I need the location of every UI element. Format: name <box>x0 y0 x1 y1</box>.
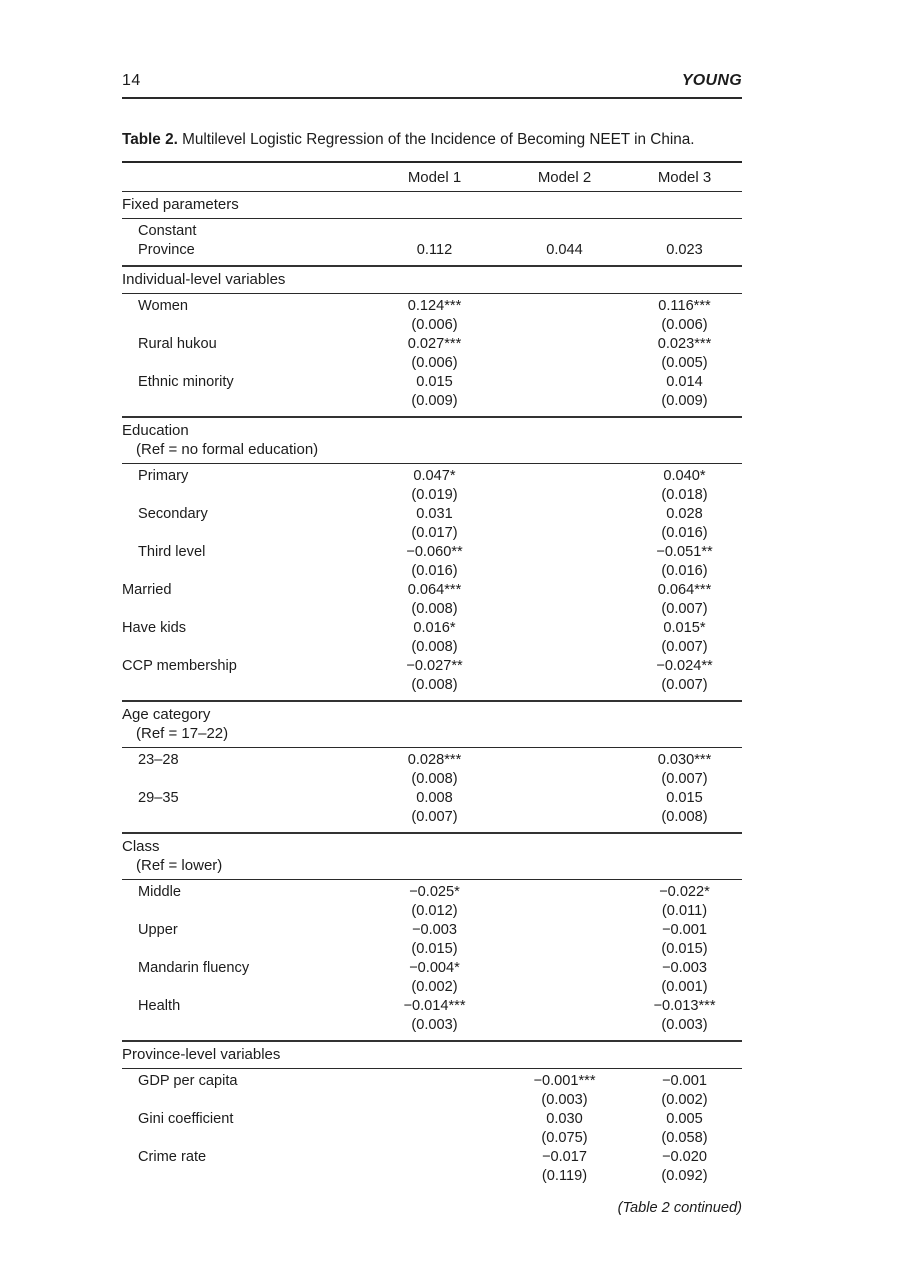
coefficient-cell <box>502 373 627 392</box>
table-row <box>122 297 742 316</box>
coefficient-cell <box>502 789 627 808</box>
coefficient-cell: −0.003 <box>411 922 458 938</box>
section-header <box>122 418 742 464</box>
standard-error-cell: (0.001) <box>661 979 708 995</box>
table-row <box>122 997 742 1016</box>
section-title: Individual-level variables <box>122 271 286 288</box>
standard-error-cell <box>502 354 627 373</box>
table-continued-note: (Table 2 continued) <box>617 1200 742 1216</box>
section-rows <box>122 219 742 265</box>
table-row <box>122 751 742 770</box>
standard-error-cell <box>502 1016 627 1035</box>
section-header <box>122 834 742 880</box>
table-row <box>122 1072 742 1091</box>
coefficient-cell: −0.001 <box>661 1073 708 1089</box>
coefficient-cell <box>502 335 627 354</box>
row-label-empty <box>122 1167 367 1186</box>
coefficient-cell: 0.044 <box>546 242 583 258</box>
standard-error-cell <box>502 978 627 997</box>
table-row <box>122 1148 742 1167</box>
section-title: Class <box>122 838 160 855</box>
standard-error-cell: (0.002) <box>411 979 458 995</box>
coefficient-cell: −0.060** <box>406 544 463 560</box>
standard-error-cell: (0.012) <box>411 903 458 919</box>
coefficient-cell <box>502 222 627 241</box>
row-label: Rural hukou <box>138 336 217 352</box>
row-label: Mandarin fluency <box>138 960 250 976</box>
row-label-empty <box>122 600 367 619</box>
row-label: 29–35 <box>138 790 179 806</box>
section-rows <box>122 880 742 1040</box>
standard-error-cell <box>367 1129 502 1148</box>
standard-error-cell: (0.007) <box>661 639 708 655</box>
standard-error-row <box>122 392 742 411</box>
table-caption <box>122 130 742 150</box>
row-label-empty <box>122 978 367 997</box>
section-header <box>122 267 742 294</box>
table-row <box>122 921 742 940</box>
standard-error-cell: (0.008) <box>661 809 708 825</box>
standard-error-cell: (0.058) <box>661 1130 708 1146</box>
standard-error-cell: (0.016) <box>661 525 708 541</box>
table-section <box>122 832 742 1040</box>
standard-error-row <box>122 902 742 921</box>
coefficient-cell: −0.001*** <box>533 1073 596 1089</box>
page-content <box>122 0 742 1216</box>
coefficient-cell: −0.017 <box>541 1149 588 1165</box>
standard-error-row <box>122 638 742 657</box>
coefficient-cell: 0.028 <box>666 506 703 522</box>
coefficient-cell <box>502 467 627 486</box>
standard-error-row <box>122 676 742 695</box>
column-header-model-1: Model 1 <box>407 169 462 186</box>
standard-error-cell: (0.011) <box>661 903 708 919</box>
row-label: GDP per capita <box>138 1073 238 1089</box>
row-label: Women <box>138 298 189 314</box>
coefficient-cell: 0.124*** <box>407 298 462 314</box>
standard-error-cell <box>502 638 627 657</box>
standard-error-cell: (0.006) <box>411 355 458 371</box>
standard-error-cell <box>502 676 627 695</box>
row-label: 23–28 <box>138 752 179 768</box>
coefficient-cell: −0.014*** <box>403 998 466 1014</box>
standard-error-row <box>122 600 742 619</box>
standard-error-cell: (0.019) <box>411 487 458 503</box>
section-reference-note: (Ref = no formal education) <box>136 441 319 458</box>
section-reference-note: (Ref = lower) <box>136 857 223 874</box>
coefficient-cell: 0.030*** <box>657 752 712 768</box>
table-section <box>122 1040 742 1191</box>
column-header-model-2: Model 2 <box>537 169 592 186</box>
coefficient-cell: −0.051** <box>656 544 713 560</box>
header-empty-cell <box>122 168 367 187</box>
standard-error-cell: (0.007) <box>661 771 708 787</box>
coefficient-cell <box>502 543 627 562</box>
standard-error-cell: (0.005) <box>661 355 708 371</box>
row-label-empty <box>122 940 367 959</box>
standard-error-cell: (0.009) <box>661 393 708 409</box>
standard-error-cell: (0.006) <box>661 317 708 333</box>
row-label-empty <box>122 1129 367 1148</box>
standard-error-cell <box>502 316 627 335</box>
standard-error-cell: (0.008) <box>411 601 458 617</box>
table-row <box>122 222 742 241</box>
row-label-empty <box>122 562 367 581</box>
standard-error-cell: (0.003) <box>661 1017 708 1033</box>
table-row <box>122 543 742 562</box>
table-header-row <box>122 163 742 192</box>
coefficient-cell <box>367 1148 502 1167</box>
row-label-empty <box>122 524 367 543</box>
section-reference-note: (Ref = 17–22) <box>136 725 229 742</box>
page-number: 14 <box>122 72 141 89</box>
coefficient-cell: 0.015 <box>666 790 703 806</box>
row-label: Married <box>122 582 172 598</box>
standard-error-row <box>122 524 742 543</box>
coefficient-cell: −0.001 <box>661 922 708 938</box>
row-label: CCP membership <box>122 658 237 674</box>
table-row <box>122 959 742 978</box>
table-row <box>122 241 742 260</box>
table-row <box>122 505 742 524</box>
table-caption-label: Table 2. <box>122 131 178 148</box>
table-section <box>122 416 742 700</box>
standard-error-row <box>122 1129 742 1148</box>
standard-error-cell: (0.119) <box>541 1168 588 1184</box>
row-label: Primary <box>138 468 189 484</box>
coefficient-cell: 0.014 <box>666 374 703 390</box>
coefficient-cell: 0.008 <box>416 790 453 806</box>
row-label-empty <box>122 1091 367 1110</box>
coefficient-cell <box>502 657 627 676</box>
standard-error-cell <box>367 1091 502 1110</box>
row-label: Middle <box>138 884 181 900</box>
row-label-empty <box>122 316 367 335</box>
standard-error-cell: (0.007) <box>661 677 708 693</box>
row-label-empty <box>122 902 367 921</box>
table-section <box>122 265 742 416</box>
standard-error-cell: (0.007) <box>661 601 708 617</box>
coefficient-cell <box>367 1110 502 1129</box>
column-header-model-3: Model 3 <box>657 169 712 186</box>
row-label-empty <box>122 770 367 789</box>
coefficient-cell: 0.015 <box>416 374 453 390</box>
row-label: Have kids <box>122 620 187 636</box>
table-row <box>122 1110 742 1129</box>
row-label: Health <box>138 998 181 1014</box>
coefficient-cell <box>502 883 627 902</box>
coefficient-cell: 0.023*** <box>657 336 712 352</box>
row-label: Province <box>138 242 195 258</box>
coefficient-cell: 0.064*** <box>657 582 712 598</box>
standard-error-row <box>122 1091 742 1110</box>
row-label: Crime rate <box>138 1149 207 1165</box>
standard-error-cell: (0.002) <box>661 1092 708 1108</box>
running-header <box>122 72 742 99</box>
coefficient-cell <box>502 751 627 770</box>
section-header <box>122 702 742 748</box>
standard-error-row <box>122 978 742 997</box>
standard-error-cell <box>502 562 627 581</box>
row-label-empty <box>122 808 367 827</box>
coefficient-cell <box>502 619 627 638</box>
standard-error-cell: (0.008) <box>411 639 458 655</box>
standard-error-cell: (0.009) <box>411 393 458 409</box>
table-row <box>122 657 742 676</box>
coefficient-cell: −0.013*** <box>653 998 716 1014</box>
table-row <box>122 581 742 600</box>
standard-error-row <box>122 940 742 959</box>
section-header <box>122 192 742 219</box>
section-title: Age category <box>122 706 211 723</box>
standard-error-cell: (0.075) <box>541 1130 588 1146</box>
coefficient-cell <box>502 921 627 940</box>
coefficient-cell: 0.040* <box>663 468 706 484</box>
standard-error-row <box>122 486 742 505</box>
table-row <box>122 789 742 808</box>
coefficient-cell: 0.047* <box>413 468 456 484</box>
standard-error-cell: (0.006) <box>411 317 458 333</box>
coefficient-cell <box>502 505 627 524</box>
coefficient-cell: 0.030 <box>546 1111 583 1127</box>
coefficient-cell: 0.031 <box>416 506 453 522</box>
table-row <box>122 373 742 392</box>
coefficient-cell <box>502 581 627 600</box>
standard-error-cell <box>502 600 627 619</box>
coefficient-cell: 0.028*** <box>407 752 462 768</box>
standard-error-row <box>122 1167 742 1186</box>
section-title: Province-level variables <box>122 1046 281 1063</box>
standard-error-cell: (0.017) <box>411 525 458 541</box>
table-section <box>122 192 742 265</box>
coefficient-cell <box>367 222 502 241</box>
coefficient-cell <box>367 1072 502 1091</box>
coefficient-cell: 0.023 <box>666 242 703 258</box>
coefficient-cell <box>627 222 742 241</box>
coefficient-cell: 0.027*** <box>407 336 462 352</box>
standard-error-row <box>122 808 742 827</box>
section-rows <box>122 464 742 700</box>
coefficient-cell: 0.112 <box>416 242 453 258</box>
standard-error-cell: (0.007) <box>411 809 458 825</box>
standard-error-row <box>122 316 742 335</box>
table-section <box>122 700 742 832</box>
row-label-empty <box>122 486 367 505</box>
standard-error-cell: (0.016) <box>661 563 708 579</box>
table-row <box>122 335 742 354</box>
coefficient-cell <box>502 297 627 316</box>
table-row <box>122 619 742 638</box>
section-title: Education <box>122 422 189 439</box>
standard-error-cell <box>502 902 627 921</box>
standard-error-row <box>122 562 742 581</box>
row-label: Upper <box>138 922 178 938</box>
standard-error-row <box>122 770 742 789</box>
coefficient-cell <box>502 997 627 1016</box>
coefficient-cell: 0.005 <box>666 1111 703 1127</box>
standard-error-cell <box>502 940 627 959</box>
table-caption-text: Multilevel Logistic Regression of the Incidence of Becoming NEET in China. <box>182 131 695 148</box>
standard-error-row <box>122 354 742 373</box>
standard-error-cell <box>367 1167 502 1186</box>
row-label: Ethnic minority <box>138 374 234 390</box>
standard-error-cell: (0.015) <box>661 941 708 957</box>
table-row <box>122 883 742 902</box>
standard-error-cell <box>502 486 627 505</box>
row-label-empty <box>122 638 367 657</box>
standard-error-cell: (0.003) <box>541 1092 588 1108</box>
standard-error-cell: (0.008) <box>411 771 458 787</box>
standard-error-cell: (0.015) <box>411 941 458 957</box>
section-rows <box>122 294 742 416</box>
row-label-empty <box>122 1016 367 1035</box>
standard-error-cell <box>502 770 627 789</box>
coefficient-cell: 0.064*** <box>407 582 462 598</box>
coefficient-cell: 0.016* <box>413 620 456 636</box>
standard-error-cell: (0.008) <box>411 677 458 693</box>
row-label-empty <box>122 354 367 373</box>
coefficient-cell <box>502 959 627 978</box>
table-body <box>122 192 742 1191</box>
standard-error-cell <box>502 808 627 827</box>
standard-error-cell: (0.018) <box>661 487 708 503</box>
row-label: Third level <box>138 544 206 560</box>
coefficient-cell: −0.024** <box>656 658 713 674</box>
regression-table <box>122 161 742 1191</box>
section-header <box>122 1042 742 1069</box>
coefficient-cell: −0.020 <box>661 1149 708 1165</box>
coefficient-cell: −0.025* <box>409 884 460 900</box>
coefficient-cell: 0.116*** <box>658 298 711 314</box>
section-rows <box>122 1069 742 1191</box>
row-label-empty <box>122 392 367 411</box>
row-label: Constant <box>138 223 197 239</box>
row-label: Gini coefficient <box>138 1111 234 1127</box>
section-rows <box>122 748 742 832</box>
coefficient-cell: −0.003 <box>661 960 708 976</box>
coefficient-cell: −0.027** <box>406 658 463 674</box>
table-row <box>122 467 742 486</box>
journal-running-head: YOUNG <box>681 72 742 89</box>
standard-error-cell: (0.016) <box>411 563 458 579</box>
section-title: Fixed parameters <box>122 196 239 213</box>
coefficient-cell: −0.022* <box>659 884 710 900</box>
row-label-empty <box>122 676 367 695</box>
standard-error-cell: (0.092) <box>661 1168 708 1184</box>
standard-error-cell: (0.003) <box>411 1017 458 1033</box>
standard-error-cell <box>502 524 627 543</box>
standard-error-row <box>122 1016 742 1035</box>
coefficient-cell: −0.004* <box>409 960 460 976</box>
row-label: Secondary <box>138 506 208 522</box>
standard-error-cell <box>502 392 627 411</box>
coefficient-cell: 0.015* <box>663 620 706 636</box>
